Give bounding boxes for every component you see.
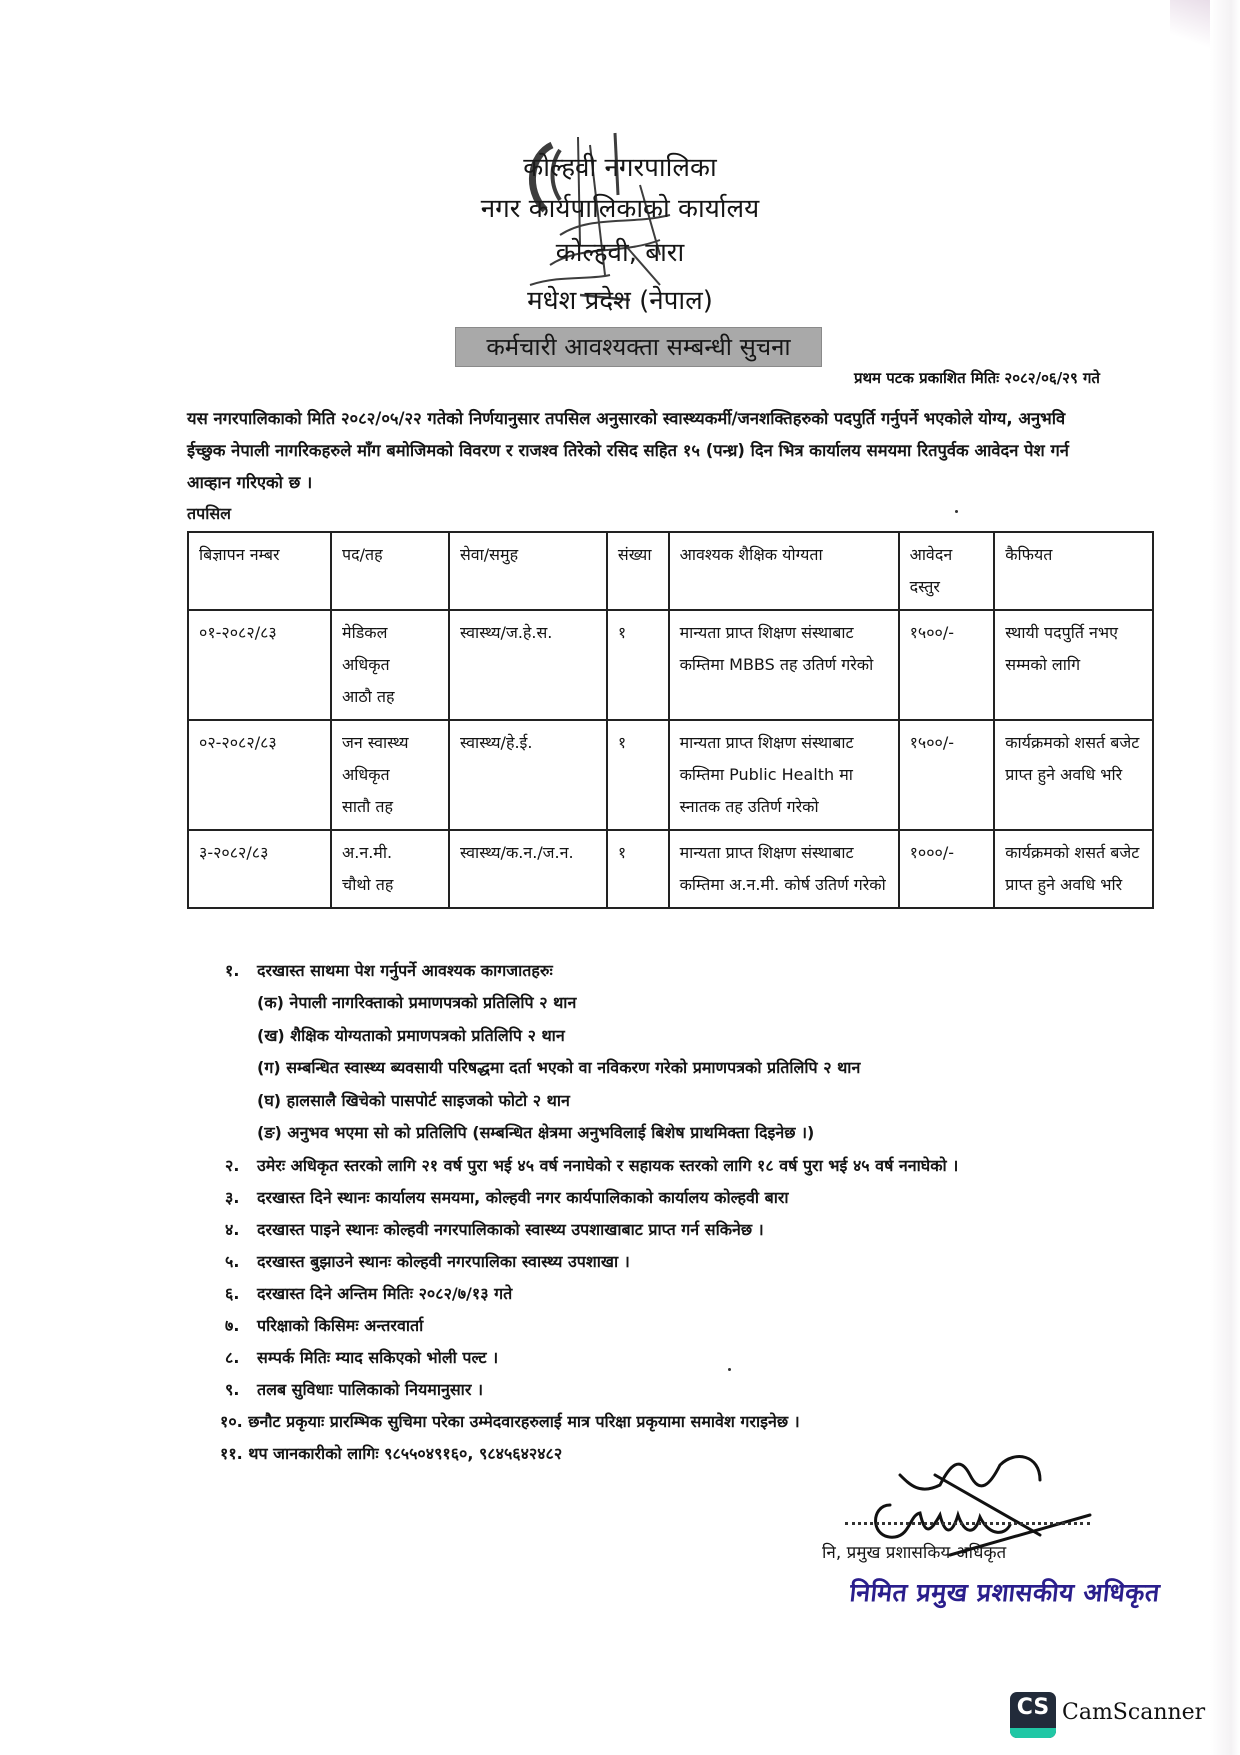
col-header-count: संख्या [607, 532, 669, 610]
requirement-item [225, 1278, 1125, 1310]
office-location: कोल्हवी, बारा [555, 238, 685, 268]
cell-qualification: मान्यता प्राप्त शिक्षण संस्थाबाट कम्तिमा Public Health मा स्नातक तह उतिर्ण गरेको [669, 720, 899, 830]
page-corner-shade [1170, 0, 1210, 55]
requirement-text: दरखास्त दिने स्थानः कार्यालय समयमा, कोल्हवी नगर कार्यपालिकाको कार्यालय कोल्हवी बारा [257, 1187, 789, 1207]
cell-count: १ [607, 610, 669, 720]
cell-service: स्वास्थ्य/ज.हे.स. [449, 610, 607, 720]
cell-post: अ.न.मी. चौथो तह [331, 830, 449, 908]
scan-speck [955, 510, 958, 513]
cell-service: स्वास्थ्य/हे.ई. [449, 720, 607, 830]
municipality-name: कोल्हवी नगरपालिका [523, 153, 717, 183]
col-header-service: सेवा/समुह [449, 532, 607, 610]
camscanner-logo [1010, 1692, 1056, 1738]
requirement-item [220, 1406, 1125, 1438]
document-item: (क) नेपाली नागरिक्ताको प्रमाणपत्रको प्रतिलिपि २ थान [257, 993, 577, 1012]
table-header-row [188, 532, 1153, 610]
notice-title: कर्मचारी आवश्यक्ता सम्बन्धी सुचना [455, 327, 822, 367]
cell-ad-number: ३-२०८२/८३ [188, 830, 331, 908]
col-header-fee: आवेदन दस्तुर [899, 532, 995, 610]
requirement-item [225, 1310, 1125, 1342]
cell-count: १ [607, 830, 669, 908]
requirement-number: १०. [220, 1411, 243, 1431]
requirement-item [225, 1374, 1125, 1406]
requirement-number: ८. [225, 1347, 240, 1367]
province-name: मधेश प्रदेश (नेपाल) [527, 286, 713, 316]
intro-paragraph: यस नगरपालिकाको मिति २०८२/०५/२२ गतेको निर्णयानुसार तपसिल अनुसारको स्वास्थ्यकर्मी/जनशक्तिहरुको पदपुर्ति गर्नुपर्ने भएकोले योग्य, अनुभवि ईच्छुक नेपाली नागरिकहरुले माँग बमोजिमको विवरण र राजश्व तिरेको रसिद सहित १५ (पन्ध्र) दिन भित्र कार्यालय समयमा रितपुर्वक आवेदन पेश गर्न आव्हान गरिएको छ । [187, 409, 1069, 492]
signature-line [845, 1522, 1090, 1525]
requirement-number: ९. [225, 1379, 240, 1399]
cell-fee: १५००/- [899, 720, 995, 830]
cell-qualification: मान्यता प्राप्त शिक्षण संस्थाबाट कम्तिमा अ.न.मी. कोर्ष उतिर्ण गरेको [669, 830, 899, 908]
col-header-qualification: आवश्यक शैक्षिक योग्यता [669, 532, 899, 610]
requirement-number: ४. [225, 1219, 240, 1239]
requirement-text: उमेरः अधिकृत स्तरको लागि २१ वर्ष पुरा भई ४५ वर्ष ननाघेको र सहायक स्तरको लागि १८ वर्ष पुरा भई ४५ वर्ष ननाघेको । [257, 1155, 959, 1175]
requirement-text: परिक्षाको किसिमः अन्तरवार्ता [257, 1315, 424, 1335]
requirement-item [225, 1182, 1125, 1214]
document-item: (घ) हालसालै खिचेको पासपोर्ट साइजको फोटो २ थान [257, 1090, 570, 1110]
cell-remarks: कार्यक्रमको शसर्त बजेट प्राप्त हुने अवधि भरि [994, 720, 1153, 830]
requirement-item [225, 955, 1125, 987]
requirement-text: दरखास्त पाइने स्थानः कोल्हवी नगरपालिकाको स्वास्थ्य उपशाखाबाट प्राप्त गर्न सकिनेछ । [257, 1219, 764, 1239]
camscanner-logo-text: CS [1016, 1695, 1050, 1720]
col-header-remarks: कैफियत [994, 532, 1153, 610]
requirement-item [225, 1150, 1125, 1182]
cell-fee: १०००/- [899, 830, 995, 908]
requirement-number: ६. [225, 1283, 240, 1303]
signer-designation: नि, प्रमुख प्रशासकिय अधिकृत [822, 1543, 1007, 1563]
requirement-text: थप जानकारीको लागिः ९८५५०४९१६०, ९८४५६४२४८२ [248, 1443, 563, 1463]
document-item: (ग) सम्बन्धित स्वास्थ्य ब्यवसायी परिषद्धमा दर्ता भएको वा नविकरण गरेको प्रमाणपत्रको प्रतिलिपि २ थान [257, 1058, 861, 1077]
requirement-text: छनौट प्रकृयाः प्रारम्भिक सुचिमा परेका उम्मेदवारहरुलाई मात्र परिक्षा प्रकृयामा समावेश गराइनेछ । [248, 1411, 800, 1431]
col-header-post: पद/तह [331, 532, 449, 610]
cell-count: १ [607, 720, 669, 830]
requirement-item [225, 1246, 1125, 1278]
requirement-text: दरखास्त साथमा पेश गर्नुपर्ने आवश्यक कागजातहरुः [257, 961, 553, 980]
requirement-number: ५. [225, 1251, 240, 1271]
cell-service: स्वास्थ्य/क.न./ज.न. [449, 830, 607, 908]
document-item: (ख) शैक्षिक योग्यताको प्रमाणपत्रको प्रतिलिपि २ थान [257, 1025, 565, 1045]
requirement-text: दरखास्त बुझाउने स्थानः कोल्हवी नगरपालिका स्वास्थ्य उपशाखा । [257, 1251, 630, 1271]
cell-remarks: कार्यक्रमको शसर्त बजेट प्राप्त हुने अवधि भरि [994, 830, 1153, 908]
requirement-number: ३. [225, 1187, 240, 1207]
requirement-number: २. [225, 1155, 240, 1175]
table-row [188, 720, 1153, 830]
vacancy-table [187, 531, 1154, 909]
requirement-item [225, 1342, 1125, 1374]
cell-ad-number: ०१-२०८२/८३ [188, 610, 331, 720]
requirement-number: १. [225, 961, 240, 980]
camscanner-name: CamScanner [1062, 1700, 1206, 1725]
camscanner-logo-band [1010, 1728, 1056, 1738]
officer-seal-text: निमित प्रमुख प्रशासकीय अधिकृत [848, 1578, 1162, 1607]
requirement-text: सम्पर्क मितिः म्याद सकिएको भोली पल्ट । [257, 1347, 499, 1367]
cell-fee: १५००/- [899, 610, 995, 720]
published-date: प्रथम पटक प्रकाशित मितिः २०८२/०६/२९ गते [853, 369, 1100, 387]
cell-qualification: मान्यता प्राप्त शिक्षण संस्थाबाट कम्तिमा MBBS तह उतिर्ण गरेको [669, 610, 899, 720]
table-row [188, 830, 1153, 908]
cell-post: मेडिकल अधिकृत आठौ तह [331, 610, 449, 720]
table-row [188, 610, 1153, 720]
requirement-item [225, 1214, 1125, 1246]
requirement-number: ७. [225, 1315, 240, 1335]
requirements-list [220, 955, 1125, 1470]
document-item: (ङ) अनुभव भएमा सो को प्रतिलिपि (सम्बन्धित क्षेत्रमा अनुभविलाई बिशेष प्राथमिक्ता दिइनेछ ।) [257, 1123, 815, 1142]
cell-post: जन स्वास्थ्य अधिकृत सातौ तह [331, 720, 449, 830]
table-label: तपसिल [187, 504, 232, 523]
scan-speck [728, 1368, 731, 1371]
office-name: नगर कार्यपालिकाको कार्यालय [480, 194, 760, 224]
col-header-ad-number: बिज्ञापन नम्बर [188, 532, 331, 610]
cell-remarks: स्थायी पदपुर्ति नभए सम्मको लागि [994, 610, 1153, 720]
requirement-text: दरखास्त दिने अन्तिम मितिः २०८२/७/१३ गते [257, 1283, 513, 1303]
requirement-number: ११. [220, 1443, 243, 1463]
cell-ad-number: ०२-२०८२/८३ [188, 720, 331, 830]
requirement-text: तलब सुविधाः पालिकाको नियमानुसार । [257, 1379, 484, 1399]
handwritten-signature [840, 1445, 1100, 1595]
